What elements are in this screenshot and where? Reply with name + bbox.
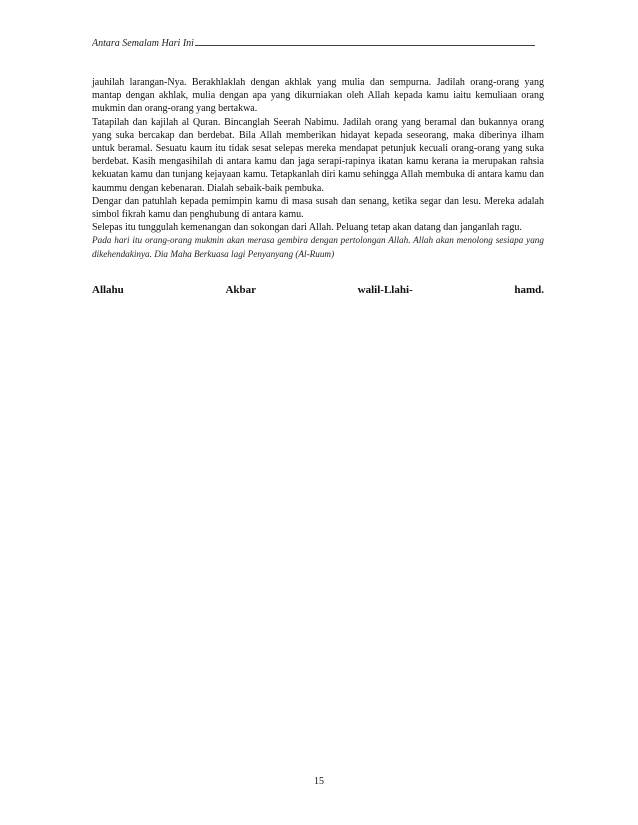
takbir-word-2: Akbar xyxy=(225,284,257,296)
paragraph-2: Tatapilah dan kajilah al Quran. Bincanglah Seerah Nabimu. Jadilah orang yang beramal dan bukannya orang yang suka bercakap dan berdebat. Bila Allah memberikan hidayat kepada seseorang, maka diberinya ilham untuk beramal. Sesuatu kaum itu tidak sesat selepas mereka mendapat petunjuk kecuali orang-orang yang suka berdebat. Kasih mengasihilah di antara kamu dan jaga serapi-rapinya ikatan kamu kerana ia merupakan rahsia kekuatan kamu dan tunjang kejayaan kamu. Tetapkanlah diri kamu sehingga Allah membuka di antara kamu dan kaummu dengan kebenaran. Dialah sebaik-baik pembuka. xyxy=(92,116,544,194)
running-header xyxy=(92,38,544,49)
takbir-line xyxy=(92,284,544,296)
takbir-word-1: Allahu xyxy=(92,284,124,296)
page-number: 15 xyxy=(314,776,324,787)
body-text xyxy=(92,76,544,261)
running-header-title: Antara Semalam Hari Ini xyxy=(92,38,194,49)
takbir-word-4: hamd. xyxy=(514,284,544,296)
header-rule xyxy=(195,44,535,46)
paragraph-1: jauhilah larangan-Nya. Berakhlaklah dengan akhlak yang mulia dan sempurna. Jadilah orang-orang yang mantap dengan akhlak, mulia dengan apa yang dikurniakan oleh Allah kepada kamu iaitu kemuliaan orang mukmin dan orang-orang yang bertakwa. xyxy=(92,77,544,115)
paragraph-4: Selepas itu tunggulah kemenangan dan sokongan dari Allah. Peluang tetap akan datang dan janganlah ragu. xyxy=(92,222,522,234)
paragraph-3: Dengar dan patuhlah kepada pemimpin kamu di masa susah dan senang, ketika segar dan lesu. Mereka adalah simbol fikrah kamu dan penghubung di antara kamu. xyxy=(92,195,544,221)
quran-quote: Pada hari itu orang-orang mukmin akan merasa gembira dengan pertolongan Allah. Allah akan menolong sesiapa yang dikehendakinya. Dia Maha Berkuasa lagi Penyanyang (Al-Ruum) xyxy=(92,235,544,259)
takbir-word-3: walil-Llahi- xyxy=(357,284,413,296)
